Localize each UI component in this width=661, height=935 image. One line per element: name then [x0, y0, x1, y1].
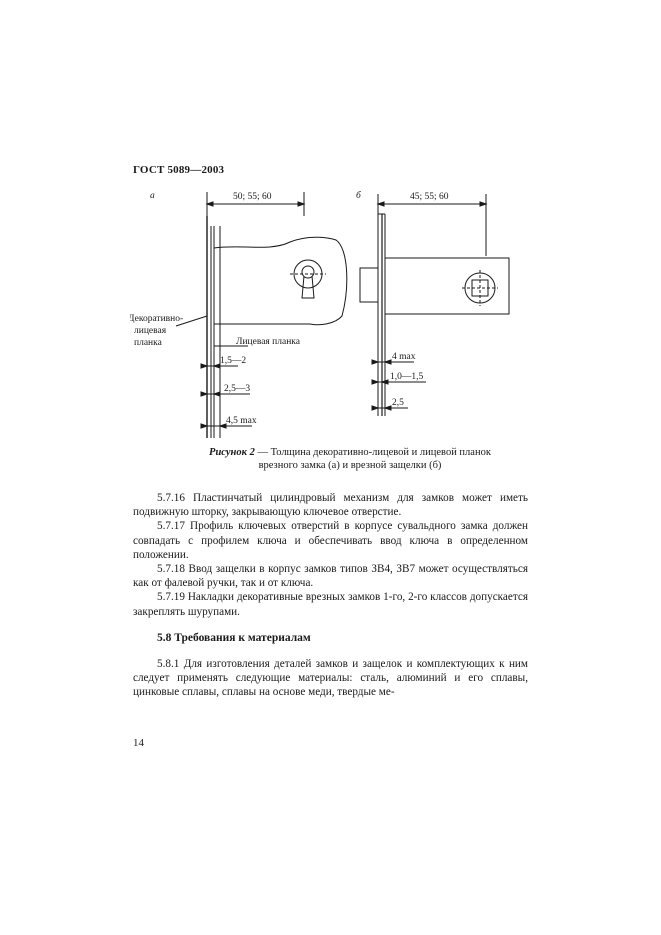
panel-a-dim-3: 4,5 max [226, 416, 257, 426]
panel-a-letter: а [150, 191, 155, 201]
panel-a-label-decor-1: Декоративно- [130, 314, 184, 324]
paragraph-5-7-18: 5.7.18 Ввод защелки в корпус замков типов ЗВ4, ЗВ7 может осуществляться как от фалевой ручки, так и от ключа. [133, 563, 528, 590]
paragraph-5-7-19: 5.7.19 Накладки декоративные врезных замков 1-го, 2-го классов допускается закреплять шурупами. [133, 591, 528, 618]
paragraph-5-8-1: 5.8.1 Для изготовления деталей замков и защелок и комплектующих к ним следует применять следующие материалы: сталь, алюминий и его сплавы, цинковые сплавы, сплавы на основе меди, твердые ме- [133, 658, 528, 699]
figure-caption [150, 446, 550, 472]
panel-a-label-face: Лицевая планка [236, 337, 300, 347]
panel-b-dim-1: 4 max [392, 352, 416, 362]
figure-2-drawing [130, 186, 550, 446]
page-number: 14 [133, 737, 144, 749]
panel-b-dim-3: 2,5 [392, 398, 404, 408]
panel-a-dim-top: 50; 55; 60 [233, 192, 272, 202]
panel-a-label-decor-3: планка [134, 338, 162, 348]
caption-text-1: — Толщина декоративно-лицевой и лицевой планок [254, 447, 491, 458]
paragraph-5-7-17: 5.7.17 Профиль ключевых отверстий в корпусе сувальдного замка должен совпадать с профилем ключа и обеспечивать ввод ключа в определенном положении. [133, 520, 528, 561]
figure-2 [130, 186, 550, 446]
paragraphs-block [133, 491, 528, 619]
panel-b-dim-2: 1,0—1,5 [390, 372, 424, 382]
document-header: ГОСТ 5089—2003 [133, 164, 225, 176]
panel-b-letter: б [356, 191, 361, 201]
section-title: 5.8 Требования к материалам [157, 632, 311, 644]
panel-a-dim-1: 1,5—2 [220, 356, 247, 366]
panel-a-label-decor-2: лицевая [134, 326, 167, 336]
section-paragraphs-block [133, 657, 528, 700]
paragraph-5-7-16: 5.7.16 Пластинчатый цилиндровый механизм для замков может иметь подвижную шторку, закрывающую ключевое отверстие. [133, 492, 528, 519]
caption-line-1 [150, 446, 550, 459]
caption-line-2: врезного замка (а) и врезной защелки (б) [258, 460, 442, 471]
panel-a-dim-2: 2,5—3 [224, 384, 251, 394]
caption-label: Рисунок 2 [209, 447, 255, 458]
panel-b-dim-top: 45; 55; 60 [410, 192, 449, 202]
